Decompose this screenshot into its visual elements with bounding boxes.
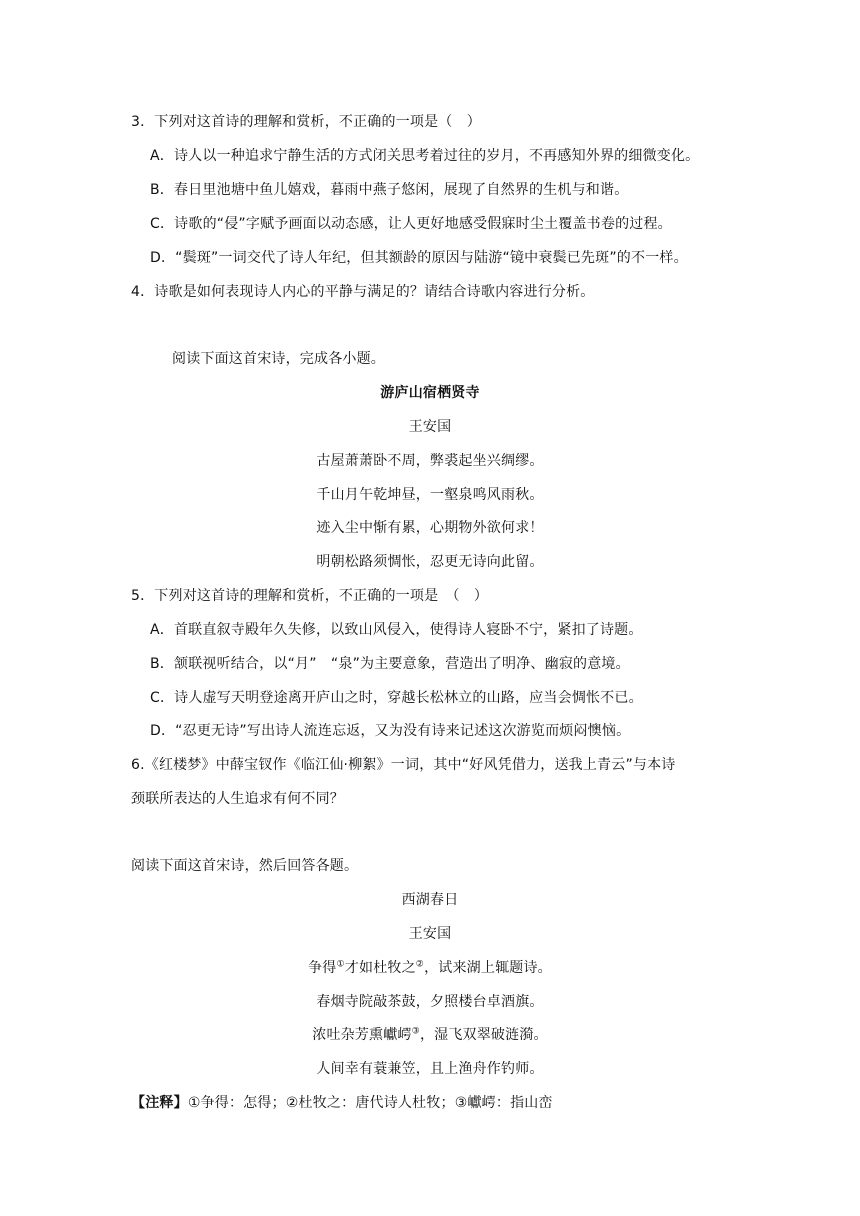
poem-1-line-2: 千山月午乾坤昼，一壑泉鸣风雨秋。 <box>316 487 544 503</box>
poem-1-line-1: 古屋萧萧卧不周，弊裘起坐兴绸缪。 <box>316 453 544 469</box>
question-6-line-1: 6.《红楼梦》中薛宝钗作《临江仙·柳絮》一词，其中“好风凭借力，送我上青云”与本诗 <box>131 757 676 773</box>
question-3-option-b: B．春日里池塘中鱼儿嬉戏，暮雨中燕子悠闲，展现了自然界的生机与和谐。 <box>150 182 629 198</box>
poem-2-line-3-part-a: 浓吐杂芳熏巘崿 <box>312 1027 412 1043</box>
footnote-marker-3: ③ <box>411 1026 420 1037</box>
poem-2-line-1-part-a: 争得 <box>308 960 337 976</box>
poem-2-line-4: 人间幸有蓑兼笠，且上渔舟作钓师。 <box>316 1061 544 1077</box>
footnote-marker-1: ① <box>336 959 345 970</box>
question-3-option-c: C．诗歌的“侵”字赋予画面以动态感，让人更好地感受假寐时尘土覆盖书卷的过程。 <box>150 216 672 232</box>
question-3-option-d: D．“鬓斑”一词交代了诗人年纪，但其额龄的原因与陆游“镜中衰鬓已先斑”的不一样。 <box>150 250 688 266</box>
poem-2-author: 王安国 <box>408 926 452 942</box>
poem-2-line-3-part-b: ，湿飞双翠破涟漪。 <box>419 1027 548 1043</box>
question-4-stem: 4．诗歌是如何表现诗人内心的平静与满足的？请结合诗歌内容进行分析。 <box>131 284 595 300</box>
poem-2-line-3 <box>0 1025 860 1045</box>
question-5-option-b: B．颔联视听结合，以“月” “泉”为主要意象，营造出了明净、幽寂的意境。 <box>150 656 630 672</box>
poem-2-line-1-part-c: ，试来湖上辄题诗。 <box>424 960 552 976</box>
poem-2-line-1-part-b: 才如杜牧之 <box>344 960 416 976</box>
notes <box>131 1093 553 1113</box>
poem-2-title: 西湖春日 <box>401 892 459 908</box>
question-5-stem: 5．下列对这首诗的理解和赏析，不正确的一项是 （ ） <box>131 588 489 604</box>
question-3-option-a: A．诗人以一种追求宁静生活的方式闭关思考着过往的岁月，不再感知外界的细微变化。 <box>150 148 700 164</box>
poem-2-line-2: 春烟寺院敲茶鼓，夕照楼台卓酒旗。 <box>316 994 544 1010</box>
poem-2-line-1 <box>0 958 860 978</box>
poem-1-line-4: 明朝松路须惆怅，忍更无诗向此留。 <box>316 554 544 570</box>
question-5-option-a: A．首联直叙寺殿年久失修，以致山风侵入，使得诗人寝卧不宁，紧扣了诗题。 <box>150 622 643 638</box>
poem-1-author: 王安国 <box>408 419 452 435</box>
question-5-option-d: D．“忍更无诗”写出诗人流连忘返，又为没有诗来记述这次游览而烦闷懊恼。 <box>150 723 631 739</box>
poem-1-line-3: 迹入尘中惭有累，心期物外欲何求！ <box>316 520 544 536</box>
footnote-marker-2: ② <box>415 959 425 970</box>
poem-1-title: 游庐山宿栖贤寺 <box>380 385 480 401</box>
section-3-intro: 阅读下面这首宋诗，然后回答各题。 <box>131 858 359 874</box>
section-2-intro: 阅读下面这首宋诗，完成各小题。 <box>172 351 385 367</box>
question-3-stem: 3．下列对这首诗的理解和赏析，不正确的一项是（ ） <box>131 114 481 130</box>
question-5-option-c: C．诗人虚写天明登途离开庐山之时，穿越长松林立的山路，应当会惆怅不已。 <box>150 690 643 706</box>
notes-text: ①争得：怎得；②杜牧之：唐代诗人杜牧；③巘崿：指山峦 <box>187 1095 553 1111</box>
notes-label: 【注释】 <box>131 1095 188 1111</box>
question-6-line-2: 颈联所表达的人生追求有何不同？ <box>131 791 344 807</box>
